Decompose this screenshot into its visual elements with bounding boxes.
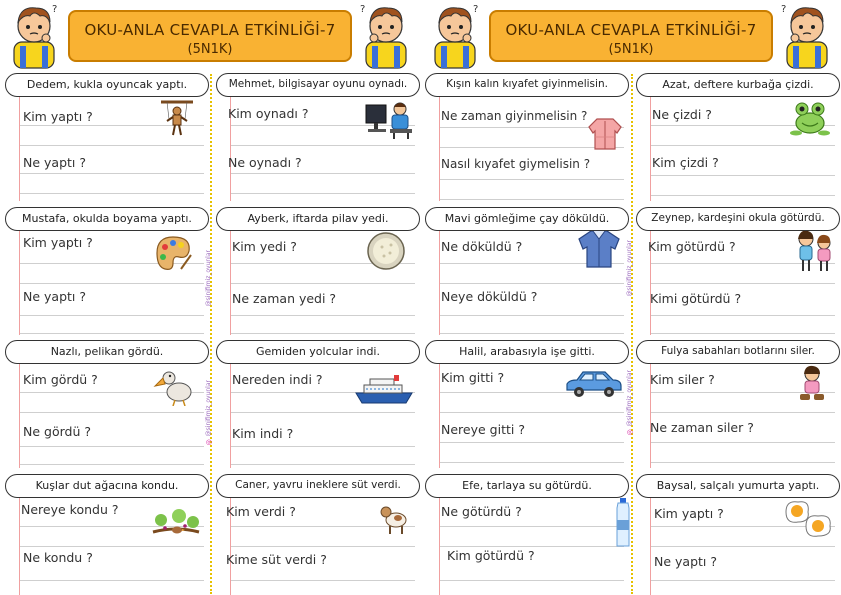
page-title: OKU-ANLA CEVAPLA ETKİNLİĞİ-7 (505, 21, 757, 39)
question-2: Kim götürdü ? (447, 548, 535, 563)
question-1: Ne götürdü ? (441, 504, 522, 519)
car-icon (563, 364, 623, 404)
rice-icon (364, 231, 408, 271)
sentence-box: Mehmet, bilgisayar oyunu oynadı. (216, 73, 420, 97)
question-2: Ne zaman siler ? (650, 420, 754, 435)
question-card (636, 474, 840, 595)
question-card (425, 474, 629, 595)
question-1: Kim yaptı ? (23, 235, 93, 250)
question-1: Ne çizdi ? (652, 107, 712, 122)
sentence-box: Azat, deftere kurbağa çizdi. (636, 73, 840, 97)
question-card (5, 73, 209, 203)
question-1: Ne döküldü ? (441, 239, 523, 254)
sentence-box: Fulya sabahları botlarını siler. (636, 340, 840, 364)
sentence-box: Baysal, salçalı yumurta yaptı. (636, 474, 840, 498)
question-1: Kim oynadı ? (228, 106, 309, 121)
question-2: Ne yaptı ? (23, 289, 86, 304)
sentence-box: Nazlı, pelikan gördü. (5, 340, 209, 364)
worksheet-left (0, 0, 420, 595)
page-subtitle: (5N1K) (187, 42, 233, 57)
question-2: Neye döküldü ? (441, 289, 538, 304)
pelican-icon (153, 366, 197, 406)
question-2: Nasıl kıyafet giymelisin ? (441, 157, 591, 171)
question-card (425, 340, 629, 470)
question-card (216, 340, 420, 470)
question-2: Ne oynadı ? (228, 155, 302, 170)
question-2: Ne yaptı ? (654, 554, 717, 569)
question-1: Kim gitti ? (441, 370, 505, 385)
question-card (425, 207, 629, 337)
worksheet-right (421, 0, 841, 595)
fried-eggs-icon (782, 498, 836, 538)
svg-text:?: ? (52, 4, 58, 15)
watermark: ◎ @sinifimiz_oyunlar (626, 370, 634, 437)
title-banner (489, 10, 773, 62)
shirt-icon (577, 229, 621, 269)
instagram-icon: ◎ (626, 428, 634, 437)
question-card (636, 340, 840, 470)
boy-thinking-icon (777, 2, 835, 70)
question-2: Ne zaman yedi ? (232, 291, 337, 306)
sentence-box: Mavi gömleğime çay döküldü. (425, 207, 629, 231)
question-2: Kimi götürdü ? (650, 291, 742, 306)
question-2: Kim çizdi ? (652, 155, 719, 170)
question-1: Kim verdi ? (226, 504, 296, 519)
question-1: Kim götürdü ? (648, 239, 736, 254)
palette-icon (151, 233, 195, 273)
question-card (216, 207, 420, 337)
question-1: Ne zaman giyinmelisin ? (441, 109, 588, 123)
question-1: Kim gördü ? (23, 372, 98, 387)
sentence-box: Halil, arabasıyla işe gitti. (425, 340, 629, 364)
page-title: OKU-ANLA CEVAPLA ETKİNLİĞİ-7 (84, 21, 336, 39)
question-1: Kim yaptı ? (23, 109, 93, 124)
question-1: Nereden indi ? (232, 372, 323, 387)
svg-text:?: ? (781, 4, 787, 15)
computer-icon (364, 99, 416, 139)
water-bottle-icon (613, 498, 633, 548)
svg-text:?: ? (473, 4, 479, 15)
page-subtitle: (5N1K) (608, 42, 654, 57)
sentence-box: Kışın kalın kıyafet giyinmelisin. (425, 73, 629, 97)
question-card (636, 73, 840, 203)
instagram-icon: ◎ (205, 438, 213, 447)
question-2: Kime süt verdi ? (226, 552, 327, 567)
question-1: Kim yedi ? (232, 239, 297, 254)
question-card (636, 207, 840, 337)
boy-thinking-icon (356, 2, 414, 70)
question-1: Kim siler ? (650, 372, 715, 387)
bird-tree-icon (149, 502, 203, 542)
frog-icon (788, 97, 832, 137)
sentence-box: Efe, tarlaya su götürdü. (425, 474, 629, 498)
question-card (425, 73, 629, 203)
sentence-box: Dedem, kukla oyuncak yaptı. (5, 73, 209, 97)
question-1: Kim yaptı ? (654, 506, 724, 521)
question-card (5, 207, 209, 337)
watermark: @sinifimiz_oyunlar (626, 240, 633, 297)
question-2: Ne yaptı ? (23, 155, 86, 170)
sisters-icon (792, 227, 836, 275)
watermark: ◎ @sinifimiz_oyunlar (205, 380, 213, 447)
sentence-box: Mustafa, okulda boyama yaptı. (5, 207, 209, 231)
jacket-icon (587, 113, 623, 153)
sentence-box: Ayberk, iftarda pilav yedi. (216, 207, 420, 231)
question-card (5, 474, 209, 595)
title-banner (68, 10, 352, 62)
question-2: Ne gördü ? (23, 424, 91, 439)
sentence-box: Caner, yavru ineklere süt verdi. (216, 474, 420, 498)
puppet-icon (155, 99, 199, 139)
question-card (216, 474, 420, 595)
question-card (216, 73, 420, 203)
sentence-box: Kuşlar dut ağacına kondu. (5, 474, 209, 498)
svg-text:?: ? (360, 4, 366, 15)
girl-cleaning-icon (796, 364, 828, 404)
question-2: Kim indi ? (232, 426, 294, 441)
question-1: Nereye kondu ? (21, 502, 119, 517)
ship-icon (354, 370, 414, 410)
question-2: Ne kondu ? (23, 550, 93, 565)
question-2: Nereye gitti ? (441, 422, 525, 437)
calf-icon (378, 498, 410, 538)
watermark: @sinifimiz_oyunlar (205, 250, 212, 307)
question-card (5, 340, 209, 470)
boy-thinking-icon (427, 2, 485, 70)
boy-thinking-icon (6, 2, 64, 70)
sentence-box: Zeynep, kardeşini okula götürdü. (636, 207, 840, 231)
column-divider (210, 74, 212, 594)
sentence-box: Gemiden yolcular indi. (216, 340, 420, 364)
